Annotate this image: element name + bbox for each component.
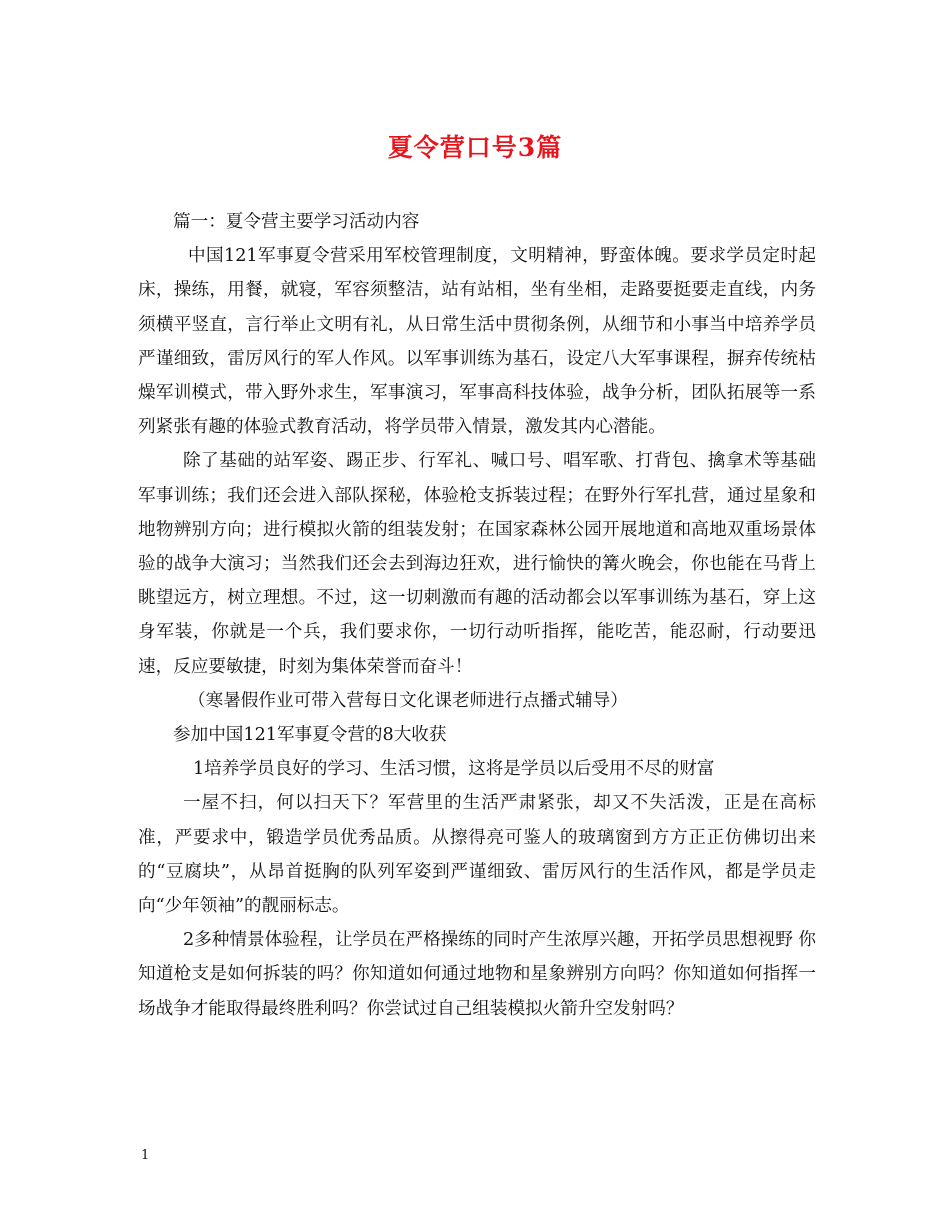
document-title: 夏令营口号3篇 xyxy=(387,133,563,162)
page-number: 1 xyxy=(141,1148,150,1163)
subsection-heading: 参加中国121军事夏令营的8大收获 xyxy=(173,725,447,746)
list-heading: 1培养学员良好的学习、生活习惯，这将是学员以后受用不尽的财富 xyxy=(193,759,715,780)
section-heading: 篇一：夏令营主要学习活动内容 xyxy=(173,212,420,232)
body-paragraph: 一屋不扫，何以扫天下？军营里的生活严肃紧张，却又不失活泼，正是在高标准，严要求中，锻造学员优秀品质。从擦得亮可鉴人的玻璃窗到方方正正仿佛切出来的“豆腐块”，从昂首挺胸的队列军姿到严谨细致、雷厉风行的生活作风，都是学员走向“少年领袖”的靓丽标志。 xyxy=(138,793,816,917)
body-paragraph: 除了基础的站军姿、踢正步、行军礼、喊口号、唱军歌、打背包、擒拿术等基础军事训练；我们还会进入部队探秘，体验枪支拆装过程；在野外行军扎营，通过星象和地物辨别方向；进行模拟火箭的组装发射；在国家森林公园开展地道和高地双重场景体验的战争大演习；当然我们还会去到海边狂欢，进行愉快的篝火晚会，你也能在马背上眺望远方，树立理想。不过，这一切刺激而有趣的活动都会以军事训练为基石，穿上这身军装，你就是一个兵，我们要求你，一切行动听指挥，能吃苦，能忍耐，行动要迅速，反应要敏捷，时刻为集体荣誉而奋斗！ xyxy=(138,451,816,677)
body-paragraph: （寒暑假作业可带入营每日文化课老师进行点播式辅导） xyxy=(188,690,628,711)
body-paragraph: 中国121军事夏令营采用军校管理制度，文明精神，野蛮体魄。要求学员定时起床，操练，用餐，就寝，军容须整洁，站有站相，坐有坐相，走路要挺要走直线，内务须横平竖直，言行举止文明有礼，从日常生活中贯彻条例，从细节和小事当中培养学员严谨细致，雷厉风行的军人作风。以军事训练为基石，设定八大军事课程，摒弃传统枯燥军训模式，带入野外求生，军事演习，军事高科技体验，战争分析，团队拓展等一系列紧张有趣的体验式教育活动，将学员带入情景，激发其内心潜能。 xyxy=(138,246,816,438)
body-paragraph: 2多种情景体验程，让学员在严格操练的同时产生浓厚兴趣，开拓学员思想视野 你知道枪支是如何拆装的吗？你知道如何通过地物和星象辨别方向吗？你知道如何指挥一场战争才能取得最终胜利吗？你尝试过自己组装模拟火箭升空发射吗？ xyxy=(138,930,816,1019)
document-body xyxy=(138,205,816,1026)
